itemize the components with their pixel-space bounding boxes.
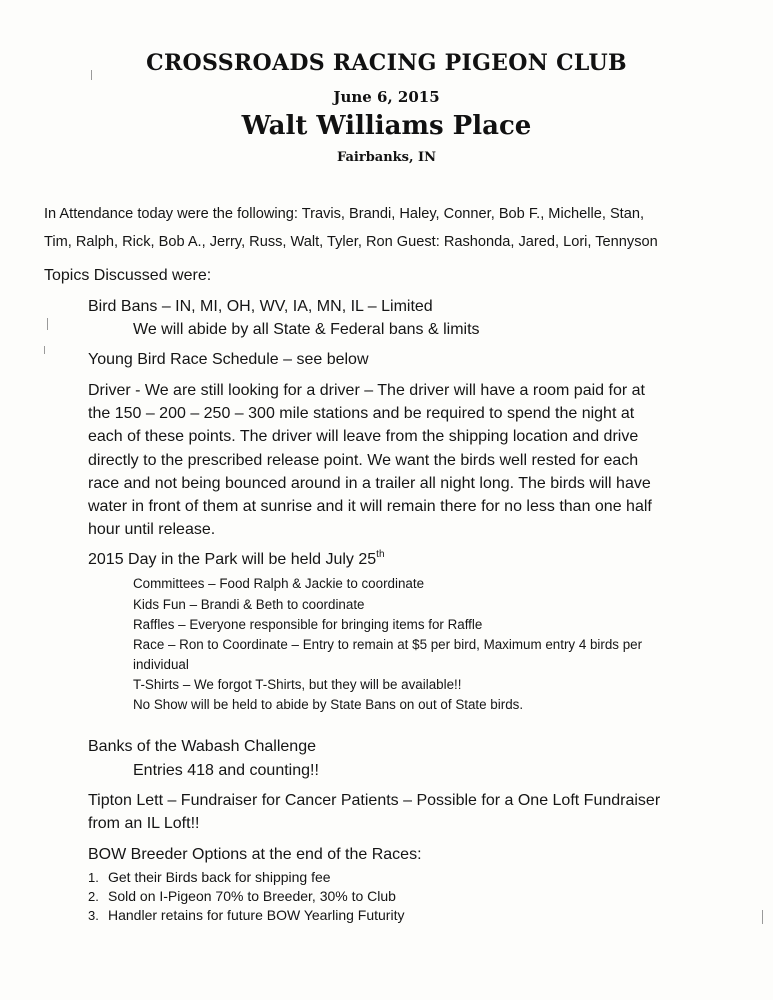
meeting-place: Walt Williams Place xyxy=(241,111,532,141)
park-item-tshirts: T-Shirts – We forgot T-Shirts, but they will be available!! xyxy=(133,677,462,692)
meeting-city: Fairbanks, IN xyxy=(336,150,437,165)
driver-line-5: race and not being bounced around in a trailer all night long. The birds will have xyxy=(88,475,651,492)
driver-line-2: the 150 – 200 – 250 – 300 mile stations and be required to spend the night at xyxy=(88,405,635,422)
park-title-text: 2015 Day in the Park will be held July 25 xyxy=(88,551,377,568)
wabash-detail: Entries 418 and counting!! xyxy=(133,762,319,779)
park-title-suffix: th xyxy=(376,549,385,560)
park-item-race: Race – Ron to Coordinate – Entry to remain at $5 per bird, Maximum entry 4 birds per xyxy=(133,637,643,652)
bow-option-1: Get their Birds back for shipping fee xyxy=(108,869,331,885)
bow-option-3: Handler retains for future BOW Yearling Futurity xyxy=(108,907,405,923)
topics-heading: Topics Discussed were: xyxy=(44,267,212,284)
park-item-committees: Committees – Food Ralph & Jackie to coordinate xyxy=(133,576,425,591)
bow-option-3-number: 3. xyxy=(88,908,99,923)
attendance-line-1: In Attendance today were the following: Travis, Brandi, Haley, Conner, Bob F., Michelle, Stan, xyxy=(44,206,645,222)
park-item-no-show: No Show will be held to abide by State Bans on out of State birds. xyxy=(133,697,524,712)
park-item-race-continued: individual xyxy=(133,657,189,672)
bow-option-1-number: 1. xyxy=(88,870,99,885)
club-name: CROSSROADS RACING PIGEON CLUB xyxy=(146,50,627,76)
driver-line-3: each of these points. The driver will leave from the shipping location and drive xyxy=(88,428,639,445)
meeting-date: June 6, 2015 xyxy=(333,88,440,106)
wabash-title: Banks of the Wabash Challenge xyxy=(88,738,316,755)
bird-bans-detail: We will abide by all State & Federal bans & limits xyxy=(133,321,480,338)
young-bird-schedule: Young Bird Race Schedule – see below xyxy=(88,351,369,368)
tipton-line-2: from an IL Loft!! xyxy=(88,815,200,832)
park-title xyxy=(88,551,385,569)
bow-option-2-number: 2. xyxy=(88,889,99,904)
attendance-line-2: Tim, Ralph, Rick, Bob A., Jerry, Russ, Walt, Tyler, Ron Guest: Rashonda, Jared, Lori, Tennyson xyxy=(44,234,658,250)
driver-line-1: Driver - We are still looking for a driver – The driver will have a room paid for at xyxy=(88,382,645,399)
scan-mark xyxy=(47,318,48,330)
scan-mark xyxy=(91,70,92,80)
bird-bans-title: Bird Bans – IN, MI, OH, WV, IA, MN, IL – Limited xyxy=(88,298,433,315)
tipton-line-1: Tipton Lett – Fundraiser for Cancer Patients – Possible for a One Loft Fundraiser xyxy=(88,792,661,809)
driver-line-6: water in front of them at sunrise and it will remain there for no less than one half xyxy=(88,498,652,515)
bow-title: BOW Breeder Options at the end of the Races: xyxy=(88,846,422,863)
driver-line-7: hour until release. xyxy=(88,521,216,538)
scan-mark xyxy=(762,910,763,924)
park-item-raffles: Raffles – Everyone responsible for bringing items for Raffle xyxy=(133,617,483,632)
park-item-kids-fun: Kids Fun – Brandi & Beth to coordinate xyxy=(133,597,365,612)
driver-line-4: directly to the prescribed release point. We want the birds well rested for each xyxy=(88,452,639,469)
scan-mark xyxy=(44,346,45,354)
bow-option-2: Sold on I-Pigeon 70% to Breeder, 30% to Club xyxy=(108,888,396,904)
